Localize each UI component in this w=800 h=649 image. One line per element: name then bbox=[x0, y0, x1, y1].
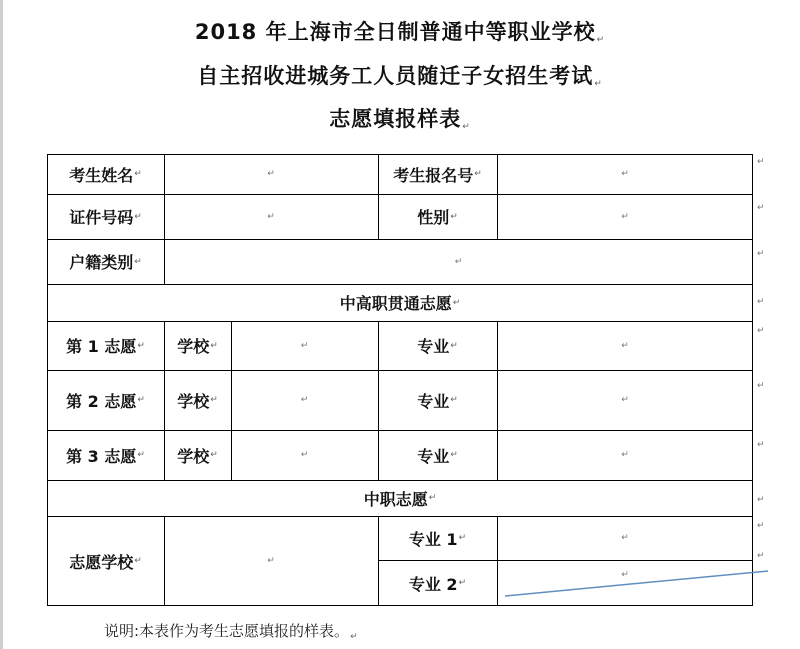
row-end-mark: ↵ bbox=[757, 381, 765, 391]
input-choice-1-major[interactable]: ↵ bbox=[621, 340, 629, 351]
input-target-school[interactable]: ↵ bbox=[267, 556, 275, 566]
label-name: 考生姓名 ↵ bbox=[69, 165, 142, 185]
label-major-1: 专业 1 ↵ bbox=[408, 529, 467, 549]
input-choice-2-school[interactable]: ↵ bbox=[300, 395, 309, 405]
input-major-2[interactable]: ↵ bbox=[621, 570, 629, 580]
label-choice-2: 第 2 志愿 ↵ bbox=[66, 391, 145, 411]
input-major-1[interactable]: ↵ bbox=[621, 533, 629, 543]
row-end-mark: ↵ bbox=[757, 521, 765, 531]
label-gender: 性别 ↵ bbox=[417, 208, 458, 227]
label-major-2: 专业 2 ↵ bbox=[408, 574, 467, 594]
input-reg-no[interactable]: ↵ bbox=[621, 169, 629, 179]
label-reg-no: 考生报名号 ↵ bbox=[393, 165, 482, 185]
title-line-3: 志愿填报样表↵ bbox=[329, 107, 471, 132]
footnote: 说明:本表作为考生志愿填报的样表。$_↵$ bbox=[104, 622, 358, 642]
label-target-school: 志愿学校 ↵ bbox=[69, 552, 142, 572]
title-line-1: 2018 年上海市全日制普通中等职业学校↵ bbox=[194, 20, 606, 45]
label-hukou: 户籍类别 ↵ bbox=[69, 253, 142, 272]
input-choice-1-school[interactable]: ↵ bbox=[300, 340, 309, 351]
row-end-mark: ↵ bbox=[757, 551, 765, 561]
label-school: 学校 ↵ bbox=[177, 337, 218, 356]
row-end-mark: ↵ bbox=[757, 326, 765, 336]
row-end-mark: ↵ bbox=[757, 157, 765, 167]
label-choice-3: 第 3 志愿 ↵ bbox=[66, 446, 145, 466]
input-id-number[interactable]: ↵ bbox=[267, 211, 275, 222]
pen-stroke-line bbox=[505, 571, 768, 596]
section-title-high-vocational: 中高职贯通志愿 ↵ bbox=[339, 294, 461, 313]
label-choice-1: 第 1 志愿 ↵ bbox=[66, 337, 145, 356]
row-end-mark: ↵ bbox=[757, 440, 765, 450]
input-gender[interactable]: ↵ bbox=[621, 211, 629, 222]
label-major: 专业 ↵ bbox=[417, 446, 458, 466]
row-end-mark: ↵ bbox=[757, 495, 765, 505]
label-major: 专业 ↵ bbox=[417, 337, 458, 356]
input-choice-2-major[interactable]: ↵ bbox=[621, 395, 629, 405]
row-end-mark: ↵ bbox=[757, 203, 765, 213]
input-choice-3-school[interactable]: ↵ bbox=[300, 450, 309, 460]
label-id-number: 证件号码 ↵ bbox=[69, 208, 142, 227]
label-school: 学校 ↵ bbox=[177, 391, 218, 411]
input-hukou[interactable]: ↵ bbox=[454, 256, 463, 267]
row-end-mark: ↵ bbox=[757, 297, 765, 307]
label-school: 学校 ↵ bbox=[177, 446, 218, 466]
label-major: 专业 ↵ bbox=[417, 391, 458, 411]
input-choice-3-major[interactable]: ↵ bbox=[621, 450, 629, 460]
row-end-mark: ↵ bbox=[757, 249, 765, 259]
section-title-secondary-vocational: 中职志愿 ↵ bbox=[363, 489, 437, 509]
title-line-2: 自主招收进城务工人员随迁子女招生考试↵ bbox=[197, 64, 603, 89]
input-name[interactable]: ↵ bbox=[267, 169, 275, 179]
